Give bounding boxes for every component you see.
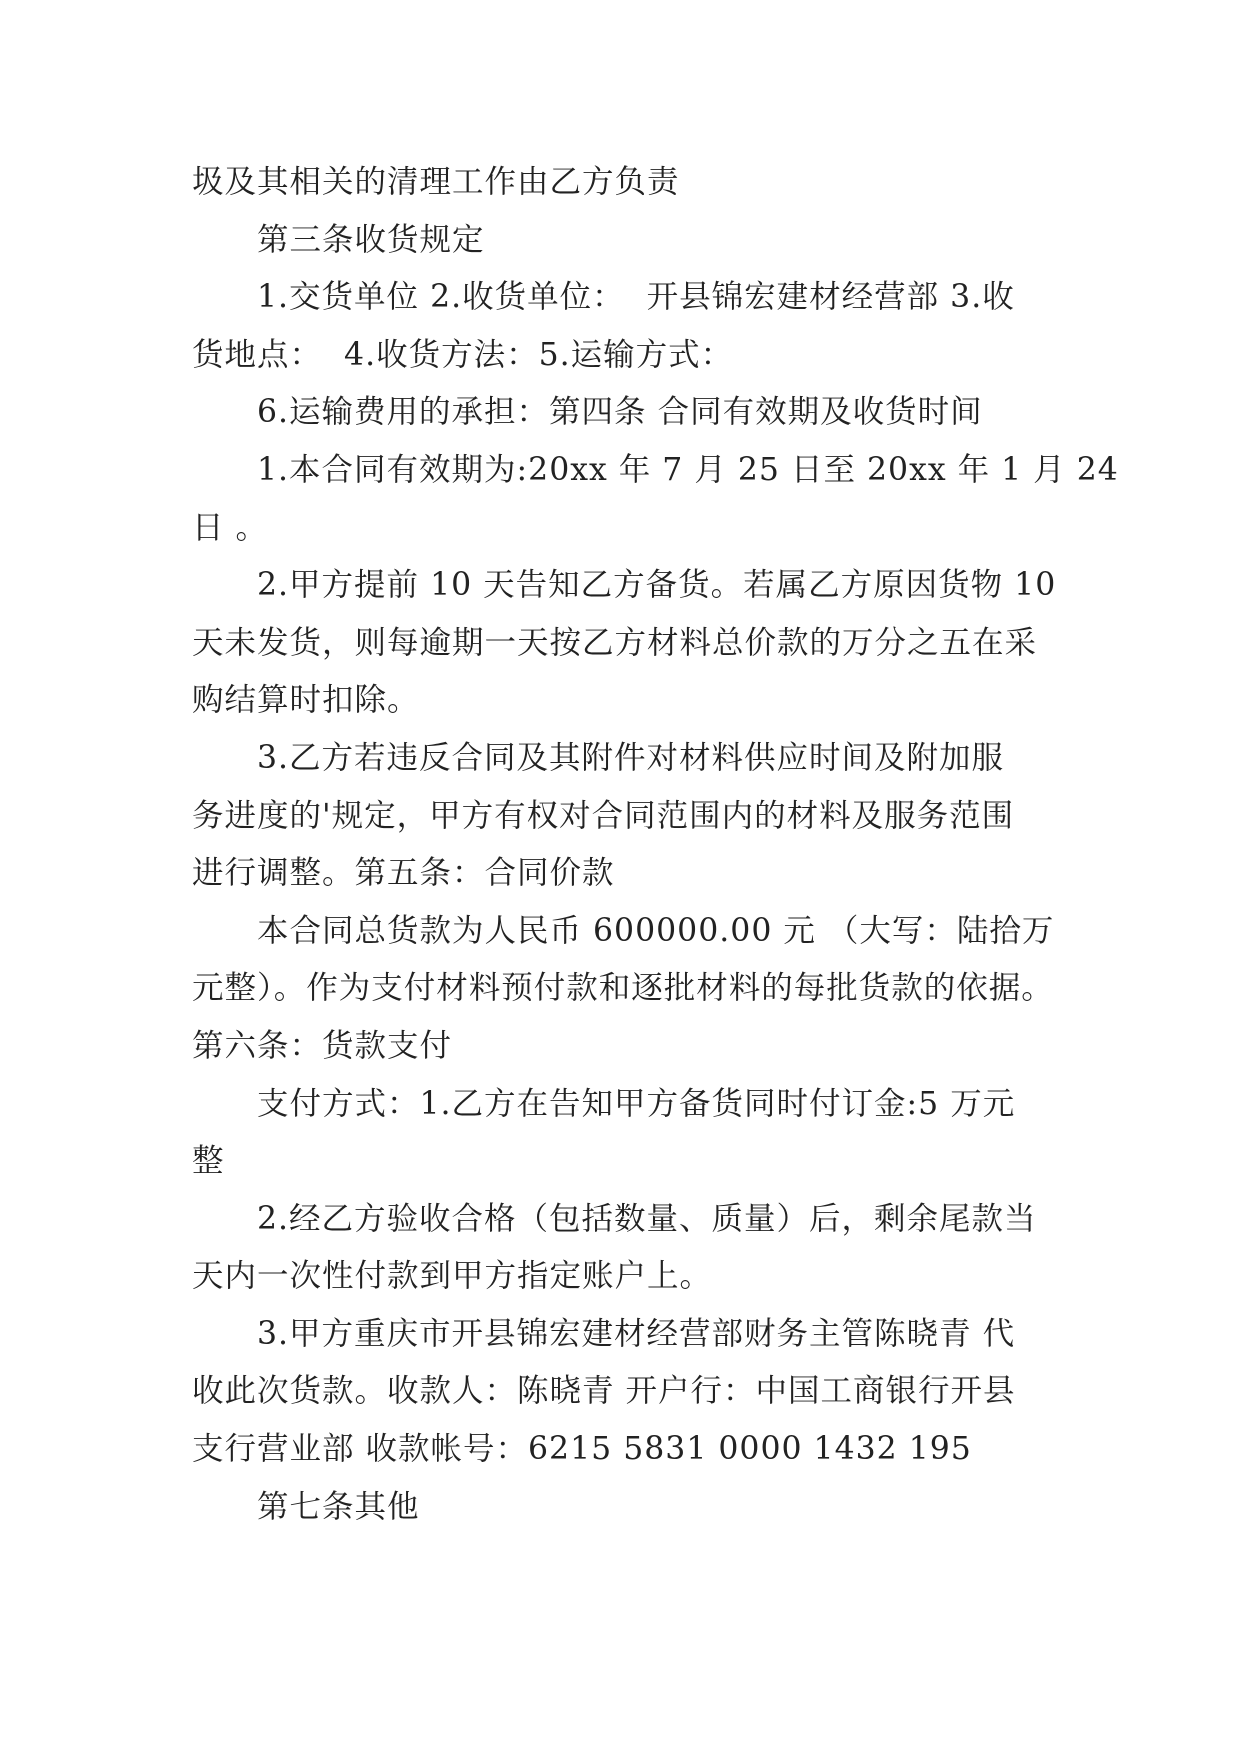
text-line: 务进度的'规定，甲方有权对合同范围内的材料及服务范围 [192, 797, 1015, 834]
section-heading: 第六条：货款支付 [192, 1027, 453, 1064]
document-body [192, 154, 1119, 1536]
section-heading: 第七条其他 [257, 1488, 420, 1525]
text-line: 3.乙方若违反合同及其附件对材料供应时间及附加服 [257, 739, 1005, 776]
text-line: 支行营业部 收款帐号：6215 5831 0000 1432 195 [192, 1431, 972, 1468]
text-line: 天内一次性付款到甲方指定账户上。 [192, 1258, 713, 1295]
text-line: 进行调整。第五条：合同价款 [192, 855, 615, 892]
text-line: 2.经乙方验收合格（包括数量、质量）后，剩余尾款当 [257, 1200, 1037, 1237]
text-line: 2.甲方提前 10 天告知乙方备货。若属乙方原因货物 10 [257, 567, 1057, 604]
text-line: 天未发货，则每逾期一天按乙方材料总价款的万分之五在采 [192, 624, 1038, 661]
text-line: 圾及其相关的清理工作由乙方负责 [192, 164, 680, 200]
text-line: 1.交货单位 2.收货单位： 开县锦宏建材经营部 3.收 [257, 279, 1015, 316]
text-line: 3.甲方重庆市开县锦宏建材经营部财务主管陈晓青 代 [257, 1315, 1016, 1352]
text-line: 日 。 [192, 509, 269, 546]
text-line: 本合同总货款为人民币 600000.00 元 （大写：陆拾万 [257, 912, 1055, 949]
text-line: 支付方式：1.乙方在告知甲方备货同时付订金:5 万元 [257, 1085, 1016, 1122]
text-line: 购结算时扣除。 [192, 682, 420, 719]
text-line: 6.运输费用的承担：第四条 合同有效期及收货时间 [257, 394, 983, 431]
text-line: 货地点： 4.收货方法：5.运输方式： [192, 336, 734, 373]
text-line: 1.本合同有效期为:20xx 年 7 月 25 日至 20xx 年 1 月 24 [257, 451, 1119, 488]
section-heading: 第三条收货规定 [257, 221, 485, 258]
text-line: 收此次货款。收款人：陈晓青 开户行：中国工商银行开县 [192, 1373, 1016, 1410]
text-line: 元整）。作为支付材料预付款和逐批材料的每批货款的依据。 [192, 970, 1054, 1007]
text-line: 整 [192, 1143, 225, 1180]
